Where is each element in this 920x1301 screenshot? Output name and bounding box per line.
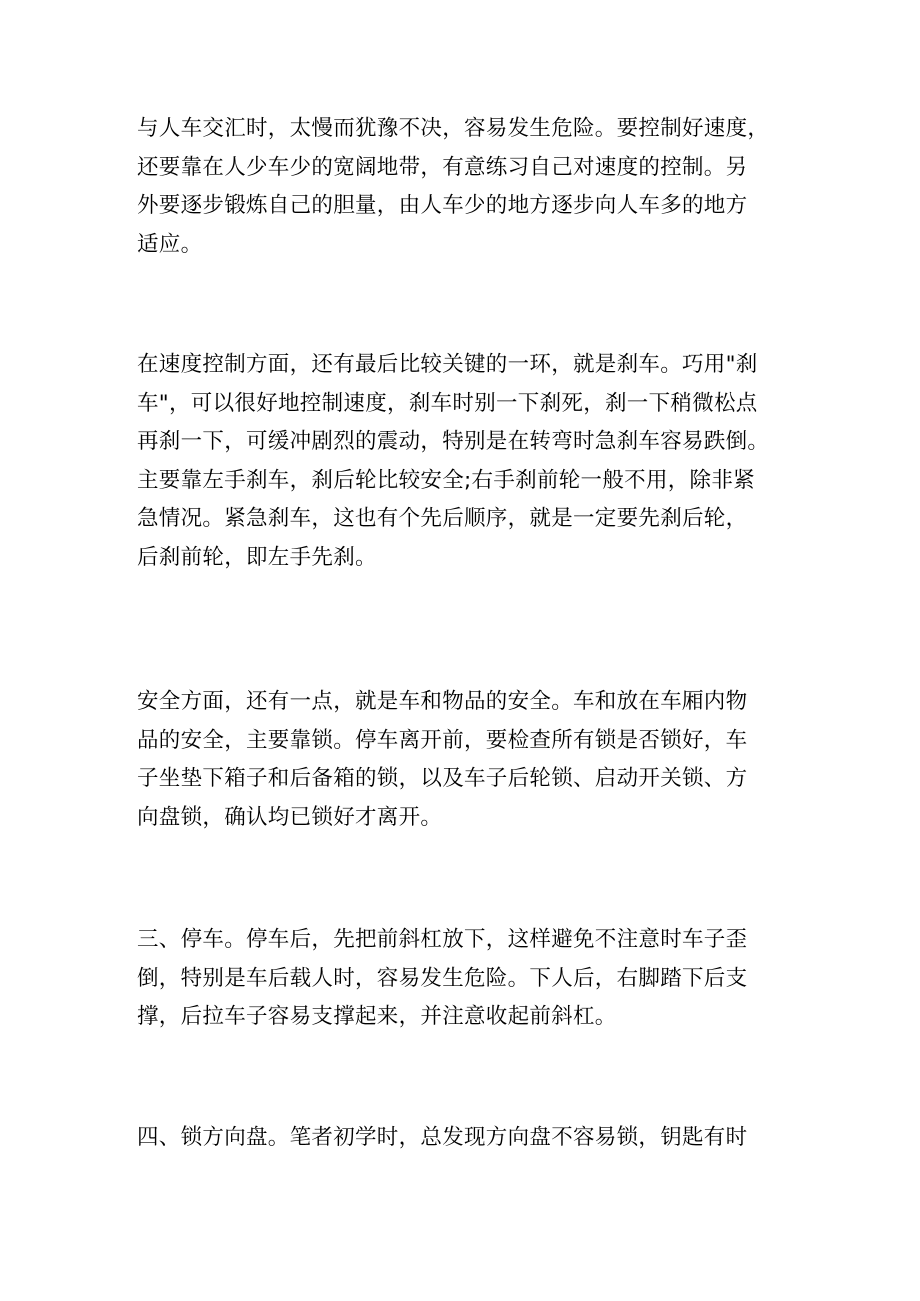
paragraph-parking [137,921,797,1037]
text-line: 外要逐步锻炼自己的胆量，由人车少的地方逐步向人车多的地方 [137,193,748,218]
text-line: 急情况。紧急刹车，这也有个先后顺序，就是一定要先刹后轮， [137,506,748,531]
text-line: 品的安全，主要靠锁。停车离开前，要检查所有锁是否锁好，车 [137,727,748,753]
text-line: 适应。 [137,231,203,257]
paragraph-steering-lock [137,1119,797,1158]
paragraph-braking [137,346,797,577]
text-line: 车"，可以很好地控制速度，刹车时别一下刹死，刹一下稍微松点 [137,390,758,416]
paragraph-speed-practice [137,110,797,264]
text-line: 安全方面，还有一点，就是车和物品的安全。车和放在车厢内物 [137,689,748,714]
text-line: 主要靠左手刹车，刹后轮比较安全;右手刹前轮一般不用，除非紧 [137,467,755,493]
text-line: 与人车交汇时，太慢而犹豫不决，容易发生危险。要控制好速度， [137,116,770,141]
text-line: 四、锁方向盘。笔者初学时，总发现方向盘不容易锁，钥匙有时 [137,1125,748,1150]
paragraph-security [137,683,797,837]
text-line: 倒，特别是车后载人时，容易发生危险。下人后，右脚踏下后支 [137,965,748,991]
text-line: 还要靠在人少车少的宽阔地带，有意练习自己对速度的控制。另 [137,154,748,180]
text-line: 三、停车。停车后，先把前斜杠放下，这样避免不注意时车子歪 [137,927,748,952]
text-line: 再刹一下，可缓冲剧烈的震动，特别是在转弯时急刹车容易跌倒。 [137,429,770,454]
text-line: 撑，后拉车子容易支撑起来，并注意收起前斜杠。 [137,1004,617,1029]
text-line: 后刹前轮，即左手先刹。 [137,544,377,570]
text-line: 向盘锁，确认均已锁好才离开。 [137,804,443,830]
text-line: 子坐垫下箱子和后备箱的锁，以及车子后轮锁、启动开关锁、方 [137,766,748,791]
text-line: 在速度控制方面，还有最后比较关键的一环，就是刹车。巧用"刹 [137,352,758,377]
